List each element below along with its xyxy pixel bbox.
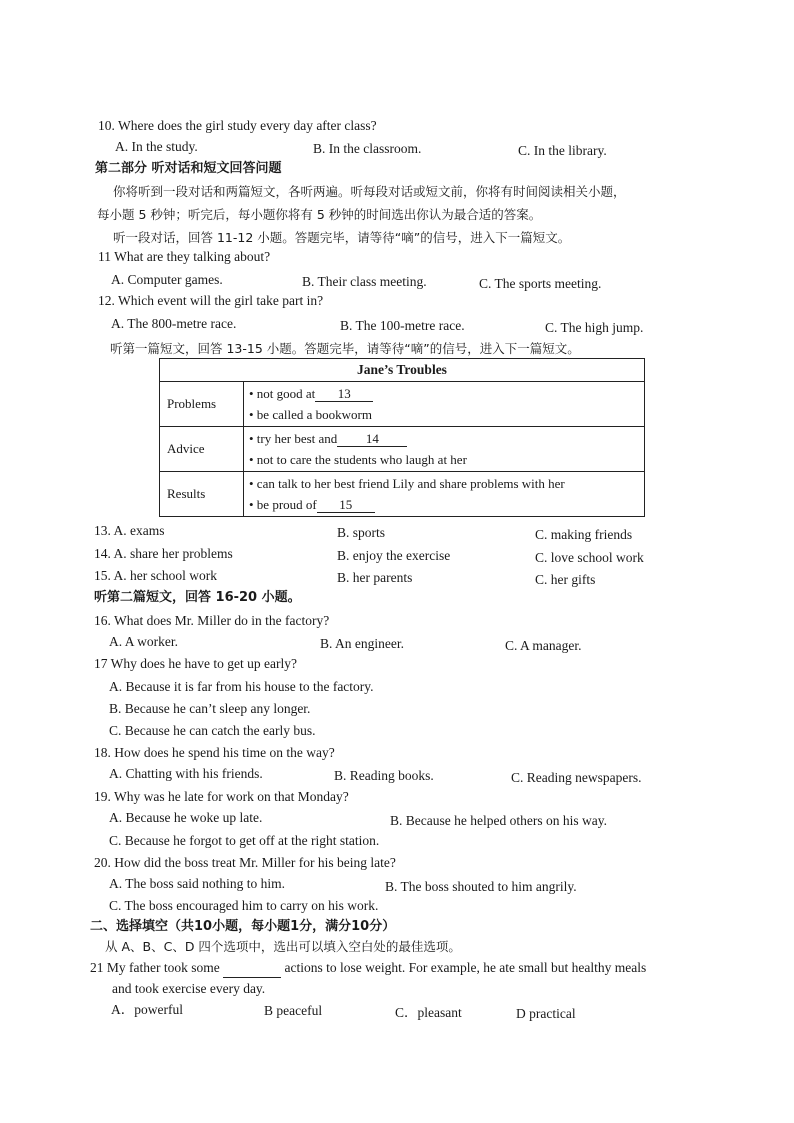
q21-option-b: B peaceful <box>264 1003 323 1018</box>
row-line: • try her best and <box>249 431 338 446</box>
part2-heading: 第二部分 听对话和短文回答问题 <box>95 161 282 176</box>
q21-stem <box>90 959 646 978</box>
q11-option-b: B. Their class meeting. <box>302 274 427 289</box>
q21-option-d: D practical <box>516 1006 576 1021</box>
row-line: • be proud of <box>249 497 317 512</box>
q15-option-a: 15. A. her school work <box>94 568 217 583</box>
table-row-advice <box>160 427 645 472</box>
q18-option-b: B. Reading books. <box>334 768 434 783</box>
part2-intro-line3: 听一段对话，回答 11-12 小题。答题完毕，请等待“嘀”的信号，进入下一篇短文。 <box>113 230 571 245</box>
q20-option-c: C. The boss encouraged him to carry on his work. <box>109 898 379 913</box>
row-line: • not good at <box>249 386 316 401</box>
q17-option-a: A. Because it is far from his house to the factory. <box>109 679 374 694</box>
q15-option-b: B. her parents <box>337 570 413 585</box>
q16-option-a: A. A worker. <box>109 634 178 649</box>
q10-stem: 10. Where does the girl study every day after class? <box>98 118 377 133</box>
table-title: Jane’s Troubles <box>160 359 645 382</box>
q19-option-c: C. Because he forgot to get off at the right station. <box>109 833 380 848</box>
q19-stem: 19. Why was he late for work on that Monday? <box>94 789 349 804</box>
table-row-problems <box>160 382 645 427</box>
q21-blank <box>223 959 281 978</box>
section2-instruction: 从 A、B、C、D 四个选项中，选出可以填入空白处的最佳选项。 <box>105 939 461 954</box>
q18-option-a: A. Chatting with his friends. <box>109 766 263 781</box>
answer-blank: 13 <box>315 387 373 402</box>
q14-option-b: B. enjoy the exercise <box>337 548 451 563</box>
q12-option-c: C. The high jump. <box>545 320 644 335</box>
q12-option-a: A. The 800-metre race. <box>111 316 237 331</box>
q10-option-a: A. In the study. <box>115 139 198 154</box>
part2-intro-line1: 你将听到一段对话和两篇短文，各听两遍。听每段对话或短文前，你将有时间阅读相关小题， <box>113 184 626 199</box>
row-line: • not to care the students who laugh at her <box>249 452 467 467</box>
row-label: Advice <box>160 427 244 472</box>
q13-option-c: C. making friends <box>535 527 633 542</box>
passage2-intro: 听第二篇短文，回答 16-20 小题。 <box>94 590 301 605</box>
q14-option-c: C. love school work <box>535 550 644 565</box>
q13-option-a: 13. A. exams <box>94 523 165 538</box>
q17-option-c: C. Because he can catch the early bus. <box>109 723 316 738</box>
row-line: • can talk to her best friend Lily and share problems with her <box>249 476 565 491</box>
q20-stem: 20. How did the boss treat Mr. Miller for his being late? <box>94 855 396 870</box>
q14-option-a: 14. A. share her problems <box>94 546 233 561</box>
q21-option-a: A．powerful <box>111 1002 183 1017</box>
q21-stem-pre: 21 My father took some <box>90 960 220 975</box>
q11-option-a: A. Computer games. <box>111 272 223 287</box>
q12-option-b: B. The 100-metre race. <box>340 318 465 333</box>
q16-option-c: C. A manager. <box>505 638 582 653</box>
q18-option-c: C. Reading newspapers. <box>511 770 642 785</box>
section2-heading: 二、选择填空（共10小题，每小题1分，满分10分） <box>90 919 396 934</box>
q21-option-c: C．pleasant <box>395 1005 462 1020</box>
q21-stem-post: actions to lose weight. For example, he ate small but healthy meals <box>284 960 647 975</box>
q19-option-a: A. Because he woke up late. <box>109 810 263 825</box>
q18-stem: 18. How does he spend his time on the way? <box>94 745 335 760</box>
q11-option-c: C. The sports meeting. <box>479 276 602 291</box>
q21-stem-line2: and took exercise every day. <box>112 981 266 996</box>
q16-stem: 16. What does Mr. Miller do in the factory? <box>94 613 330 628</box>
passage1-intro: 听第一篇短文，回答 13-15 小题。答题完毕，请等待“嘀”的信号，进入下一篇短文。 <box>110 341 580 356</box>
q11-stem: 11 What are they talking about? <box>98 249 271 264</box>
q10-option-b: B. In the classroom. <box>313 141 422 156</box>
q19-option-b: B. Because he helped others on his way. <box>390 813 607 828</box>
row-label: Problems <box>160 382 244 427</box>
q15-option-c: C. her gifts <box>535 572 596 587</box>
q13-option-b: B. sports <box>337 525 386 540</box>
q10-option-c: C. In the library. <box>518 143 607 158</box>
q12-stem: 12. Which event will the girl take part in? <box>98 293 324 308</box>
q17-option-b: B. Because he can’t sleep any longer. <box>109 701 311 716</box>
part2-intro-line2: 每小题 5 秒钟；听完后，每小题你将有 5 秒钟的时间选出你认为最合适的答案。 <box>97 207 542 222</box>
q20-option-b: B. The boss shouted to him angrily. <box>385 879 577 894</box>
q20-option-a: A. The boss said nothing to him. <box>109 876 286 891</box>
answer-blank: 15 <box>317 498 375 513</box>
answer-blank: 14 <box>337 432 407 447</box>
q17-stem: 17 Why does he have to get up early? <box>94 656 297 671</box>
table-row-results <box>160 472 645 517</box>
q16-option-b: B. An engineer. <box>320 636 404 651</box>
janes-troubles-table <box>159 358 645 517</box>
row-label: Results <box>160 472 244 517</box>
row-line: • be called a bookworm <box>249 407 372 422</box>
